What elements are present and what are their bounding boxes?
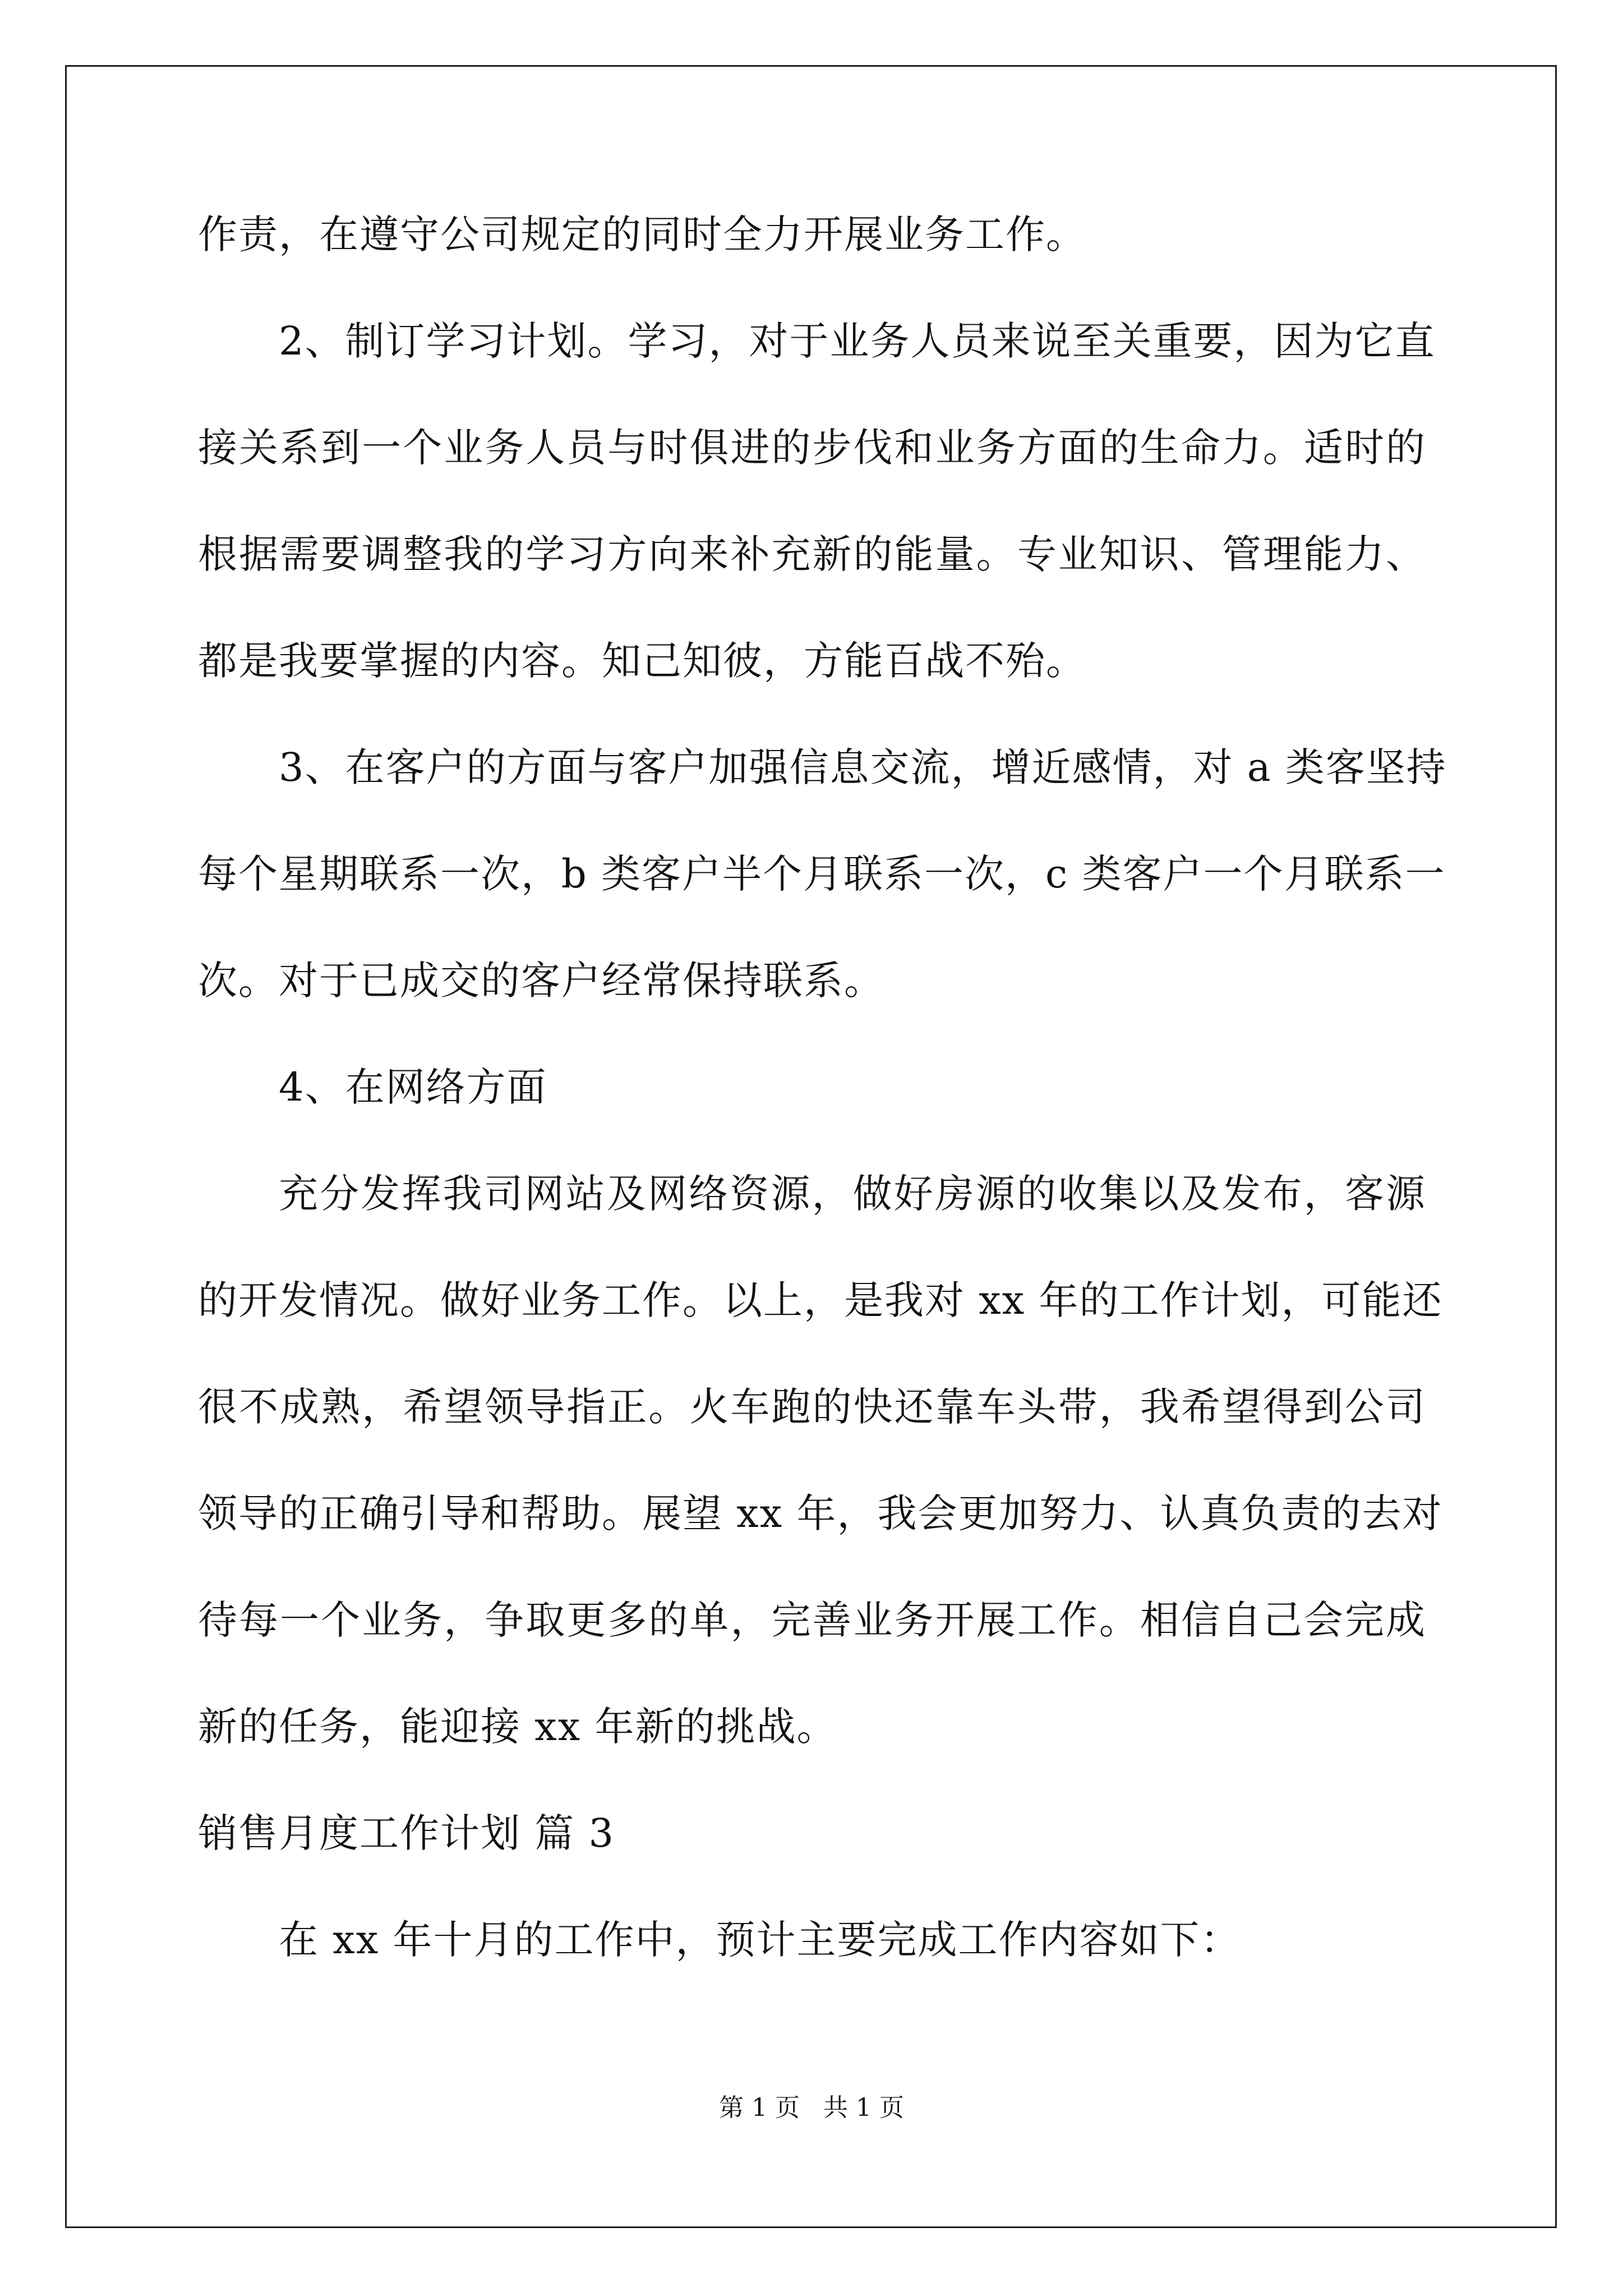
text-line: 领导的正确引导和帮助。展望 xx 年，我会更加努力、认真负责的去对 bbox=[198, 1490, 1443, 1536]
text-line: 很不成熟，希望领导指正。火车跑的快还靠车头带，我希望得到公司 bbox=[198, 1384, 1426, 1430]
paragraph-3-line-1: 3、在客户的方面与客户加强信息交流，增近感情，对 a 类客坚持 bbox=[279, 744, 1447, 790]
paragraph-4-heading: 4、在网络方面 bbox=[279, 1064, 547, 1110]
text-line: 根据需要调整我的学习方向来补充新的能量。专业知识、管理能力、 bbox=[198, 531, 1426, 577]
text-line: 次。对于已成交的客户经常保持联系。 bbox=[198, 958, 884, 1004]
text-line: 新的任务，能迎接 xx 年新的挑战。 bbox=[198, 1704, 837, 1750]
page-border bbox=[65, 65, 1557, 2228]
page-total: 共 1 页 bbox=[823, 2093, 904, 2122]
text-line: 接关系到一个业务人员与时俱进的步伐和业务方面的生命力。适时的 bbox=[198, 425, 1426, 471]
paragraph-2-line-1: 2、制订学习计划。学习，对于业务人员来说至关重要，因为它直 bbox=[279, 318, 1436, 364]
text-line: 待每一个业务，争取更多的单，完善业务开展工作。相信自己会完成 bbox=[198, 1597, 1426, 1643]
text-line: 每个星期联系一次，b 类客户半个月联系一次，c 类客户一个月联系一 bbox=[198, 851, 1446, 897]
page-number: 第 1 页 bbox=[719, 2093, 800, 2122]
paragraph-6-line-1: 在 xx 年十月的工作中，预计主要完成工作内容如下： bbox=[279, 1917, 1241, 1963]
text-line: 的开发情况。做好业务工作。以上，是我对 xx 年的工作计划，可能还 bbox=[198, 1277, 1443, 1323]
text-line: 都是我要掌握的内容。知己知彼，方能百战不殆。 bbox=[198, 638, 1086, 684]
text-line: 作责，在遵守公司规定的同时全力开展业务工作。 bbox=[198, 211, 1086, 257]
page-footer bbox=[0, 2091, 1623, 2125]
section-heading: 销售月度工作计划 篇 3 bbox=[198, 1810, 615, 1856]
paragraph-5-line-1: 充分发挥我司网站及网络资源，做好房源的收集以及发布，客源 bbox=[279, 1171, 1426, 1217]
